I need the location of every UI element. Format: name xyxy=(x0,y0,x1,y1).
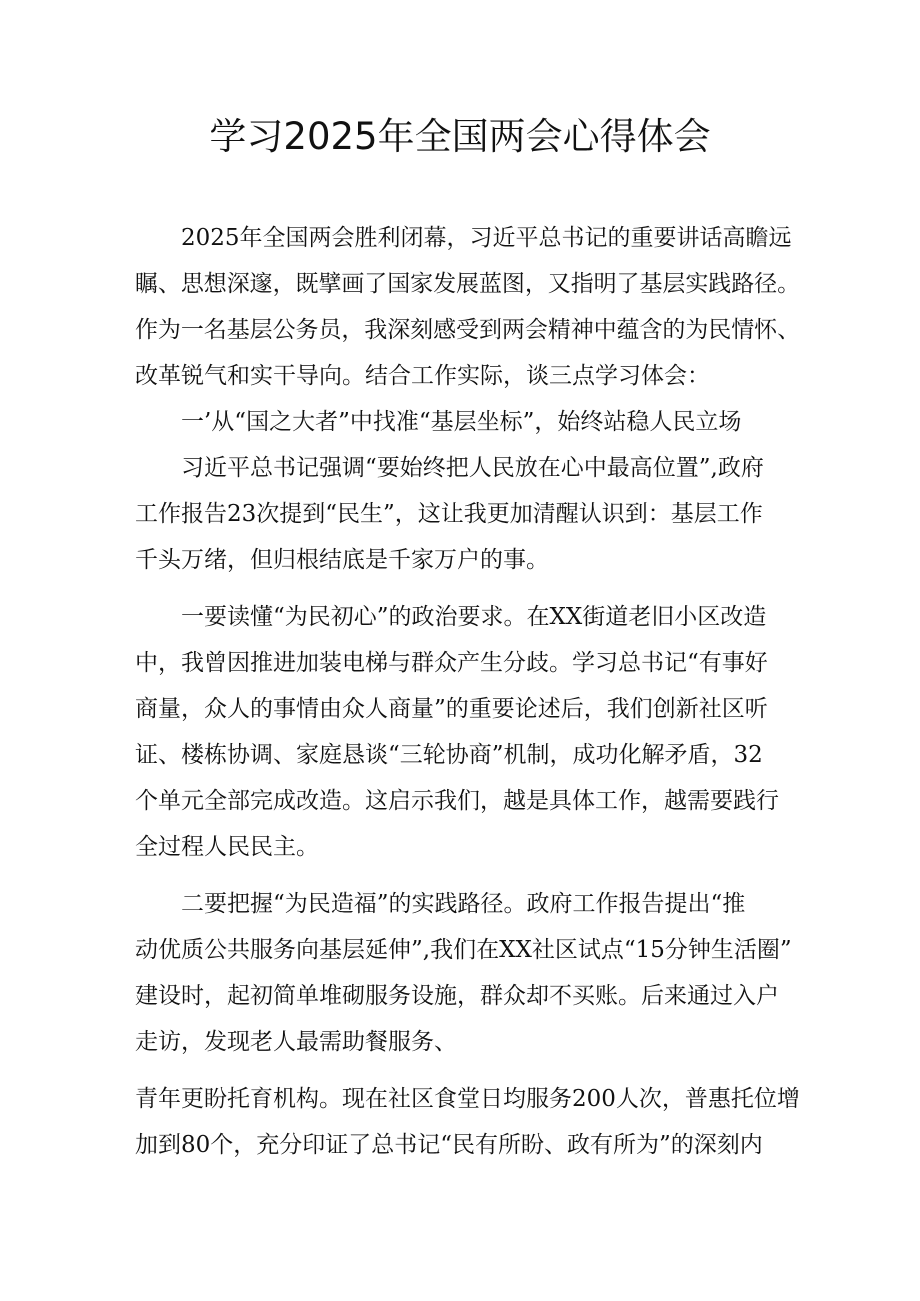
paragraph-line: 2025年全国两会胜利闭幕，习近平总书记的重要讲话高瞻远 xyxy=(181,225,792,251)
paragraph-line: 全过程人民民主。 xyxy=(135,834,319,860)
paragraph-line: 证、楼栋协调、家庭恳谈“三轮协商”机制，成功化解矛盾，32 xyxy=(135,742,763,768)
paragraph-line: 习近平总书记强调“要始终把人民放在心中最高位置”,政府 xyxy=(181,455,764,481)
paragraph-line: 动优质公共服务向基层延伸”,我们在XX社区试点“15分钟生活圈” xyxy=(135,937,792,963)
section-heading: 一’从“国之大者”中找准“基层坐标”，始终站稳人民立场 xyxy=(181,409,742,435)
paragraph-line: 商量，众人的事情由众人商量”的重要论述后，我们创新社区听 xyxy=(135,696,768,722)
paragraph-line: 建设时，起初简单堆砌服务设施，群众却不买账。后来通过入户 xyxy=(135,983,779,1009)
paragraph-line: 工作报告23次提到“民生”，这让我更加清醒认识到：基层工作 xyxy=(135,501,763,527)
paragraph-line: 作为一名基层公务员，我深刻感受到两会精神中蕴含的为民情怀、 xyxy=(135,317,801,343)
paragraph-line: 青年更盼托育机构。现在社区食堂日均服务200人次，普惠托位增 xyxy=(135,1086,800,1112)
paragraph-line: 改革锐气和实干导向。结合工作实际，谈三点学习体会： xyxy=(135,363,710,389)
paragraph-line: 中，我曾因推进加装电梯与群众产生分歧。学习总书记“有事好 xyxy=(135,650,768,676)
paragraph-line: 个单元全部完成改造。这启示我们，越是具体工作，越需要践行 xyxy=(135,788,779,814)
document-title: 学习2025年全国两会心得体会 xyxy=(209,115,711,158)
paragraph-line: 一要读懂“为民初心”的政治要求。在XX街道老旧小区改造 xyxy=(181,604,767,630)
paragraph-line: 二要把握“为民造福”的实践路径。政府工作报告提出“推 xyxy=(181,891,746,917)
paragraph-line: 千头万绪，但归根结底是千家万户的事。 xyxy=(135,547,549,573)
paragraph-line: 瞩、思想深邃，既擘画了国家发展蓝图，又指明了基层实践路径。 xyxy=(135,271,801,297)
paragraph-line: 走访，发现老人最需助餐服务、 xyxy=(135,1029,457,1055)
paragraph-line: 加到80个，充分印证了总书记“民有所盼、政有所为”的深刻内 xyxy=(135,1132,763,1158)
